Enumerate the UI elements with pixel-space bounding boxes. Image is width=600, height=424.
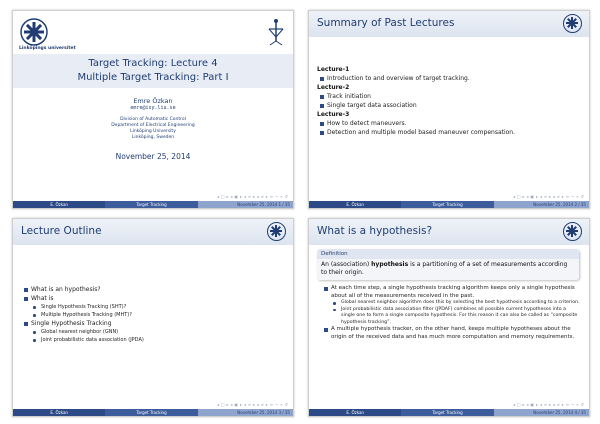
university-name: Linköpings universitet xyxy=(19,46,76,51)
definition-text-post: is a partitioning of a set of measurements according to their origin. xyxy=(321,261,568,276)
presentation-date: November 25, 2014 xyxy=(115,152,191,161)
footer-title: Target Tracking xyxy=(105,409,197,416)
sub-list-item: Multiple Hypothesis Tracking (MHT)? xyxy=(21,311,285,319)
crest-logo-icon xyxy=(265,17,287,47)
slide-outline[interactable] xyxy=(12,218,294,417)
footer-title: Target Tracking xyxy=(401,409,493,416)
affiliation-line: Department of Electrical Engineering xyxy=(111,123,195,128)
slide-header xyxy=(13,219,293,245)
list-item: Single target data association xyxy=(317,101,581,110)
sub-list-item: Joint probabilistic data association filter (JPDAF) combines all possible current hypotheses into a single one to form a single composite hypothesis. For this reason it can also be called as “composite hypothesis tracking”. xyxy=(321,307,581,327)
footer-date-page: November 25, 2014 3 / 35 xyxy=(198,409,293,416)
footer-author: E. Özkan xyxy=(309,409,401,416)
beamer-navigation-icons[interactable]: ◂ □ ▸ ◂ ▣ ▸ ◂ ≡ ▸ ◂ ≡ ▸ ≡ ∽ ⌕ ↺ xyxy=(217,402,288,407)
slide-footer xyxy=(13,409,293,416)
sub-list-item: Global nearest neighbor (GNN) xyxy=(21,328,285,336)
slide-body xyxy=(317,65,581,137)
slide-summary[interactable] xyxy=(308,10,590,209)
definition-heading: Definition xyxy=(317,249,579,259)
section-heading: Lecture-3 xyxy=(317,111,350,118)
header-logo-icon xyxy=(563,222,582,241)
definition-text xyxy=(317,259,579,280)
slide-title: What is a hypothesis? xyxy=(317,225,433,237)
list-item: Introduction to and overview of target tracking. xyxy=(317,74,581,83)
list-item: How to detect maneuvers. xyxy=(317,119,581,128)
footer-author: E. Özkan xyxy=(309,201,401,208)
section-heading: Lecture-2 xyxy=(317,84,350,91)
title-line-2: Multiple Target Tracking: Part I xyxy=(77,72,229,83)
author-email: emre@isy.liu.se xyxy=(130,105,176,111)
beamer-navigation-icons[interactable]: ◂ □ ▸ ◂ ▣ ▸ ◂ ≡ ▸ ◂ ≡ ▸ ≡ ∽ ⌕ ↺ xyxy=(217,194,288,199)
list-item: What is an hypothesis? xyxy=(21,285,285,294)
slide-body xyxy=(21,285,285,344)
title-block xyxy=(13,54,293,88)
footer-date-page: November 25, 2014 1 / 35 xyxy=(198,201,293,208)
slide-footer xyxy=(309,201,589,208)
list-item: Detection and multiple model based maneuver compensation. xyxy=(317,128,581,137)
footer-title: Target Tracking xyxy=(105,201,197,208)
footer-date-page: November 25, 2014 2 / 35 xyxy=(494,201,589,208)
slide-title: Lecture Outline xyxy=(21,225,102,237)
definition-term: hypothesis xyxy=(371,261,409,268)
definition-block xyxy=(317,249,579,280)
sub-list-item: Global nearest neighbor algorithm does this by selecting the best hypothesis according to a criterion. xyxy=(321,300,581,307)
slide-header xyxy=(309,11,589,37)
beamer-navigation-icons[interactable]: ◂ □ ▸ ◂ ▣ ▸ ◂ ≡ ▸ ◂ ≡ ▸ ≡ ∽ ⌕ ↺ xyxy=(513,402,584,407)
footer-author: E. Özkan xyxy=(13,201,105,208)
university-logo-icon xyxy=(19,17,49,49)
affiliation-line: Linköping, Sweden xyxy=(131,135,175,140)
list-item: At each time step, a single hypothesis tracking algorithm keeps only a single hypothesis about all of the measurements received in the past. xyxy=(321,285,581,300)
header-logo-icon xyxy=(267,222,286,241)
list-item: What is xyxy=(21,294,285,303)
sub-list-item: Single Hypothesis Tracking (SHT)? xyxy=(21,303,285,311)
list-item: Track initiation xyxy=(317,92,581,101)
slide-footer xyxy=(13,201,293,208)
author-name: Emre Özkan xyxy=(133,97,173,105)
slide-body xyxy=(321,285,581,341)
slide-header xyxy=(309,219,589,245)
footer-author: E. Özkan xyxy=(13,409,105,416)
list-item: A multiple hypothesis tracker, on the other hand, keeps multiple hypotheses about the origin of the received data and has much more computation and memory requirements. xyxy=(321,326,581,341)
affiliation-line: Division of Automatic Control xyxy=(120,117,186,122)
beamer-navigation-icons[interactable]: ◂ □ ▸ ◂ ▣ ▸ ◂ ≡ ▸ ◂ ≡ ▸ ≡ ∽ ⌕ ↺ xyxy=(513,194,584,199)
sub-list-item: Joint probabilistic data association (JPDA) xyxy=(21,336,285,344)
definition-text-pre: An (association) xyxy=(321,261,372,268)
title-line-1: Target Tracking: Lecture 4 xyxy=(88,58,218,69)
slide-title: Summary of Past Lectures xyxy=(317,17,455,29)
slide-footer xyxy=(309,409,589,416)
slide-title[interactable] xyxy=(12,10,294,209)
section-heading: Lecture-1 xyxy=(317,66,350,73)
affiliation-line: Linköping University xyxy=(130,129,176,134)
footer-date-page: November 25, 2014 4 / 35 xyxy=(494,409,589,416)
header-logo-icon xyxy=(563,14,582,33)
affiliation xyxy=(13,117,293,141)
footer-title: Target Tracking xyxy=(401,201,493,208)
slide-hypothesis[interactable] xyxy=(308,218,590,417)
list-item: Single Hypothesis Tracking xyxy=(21,319,285,328)
